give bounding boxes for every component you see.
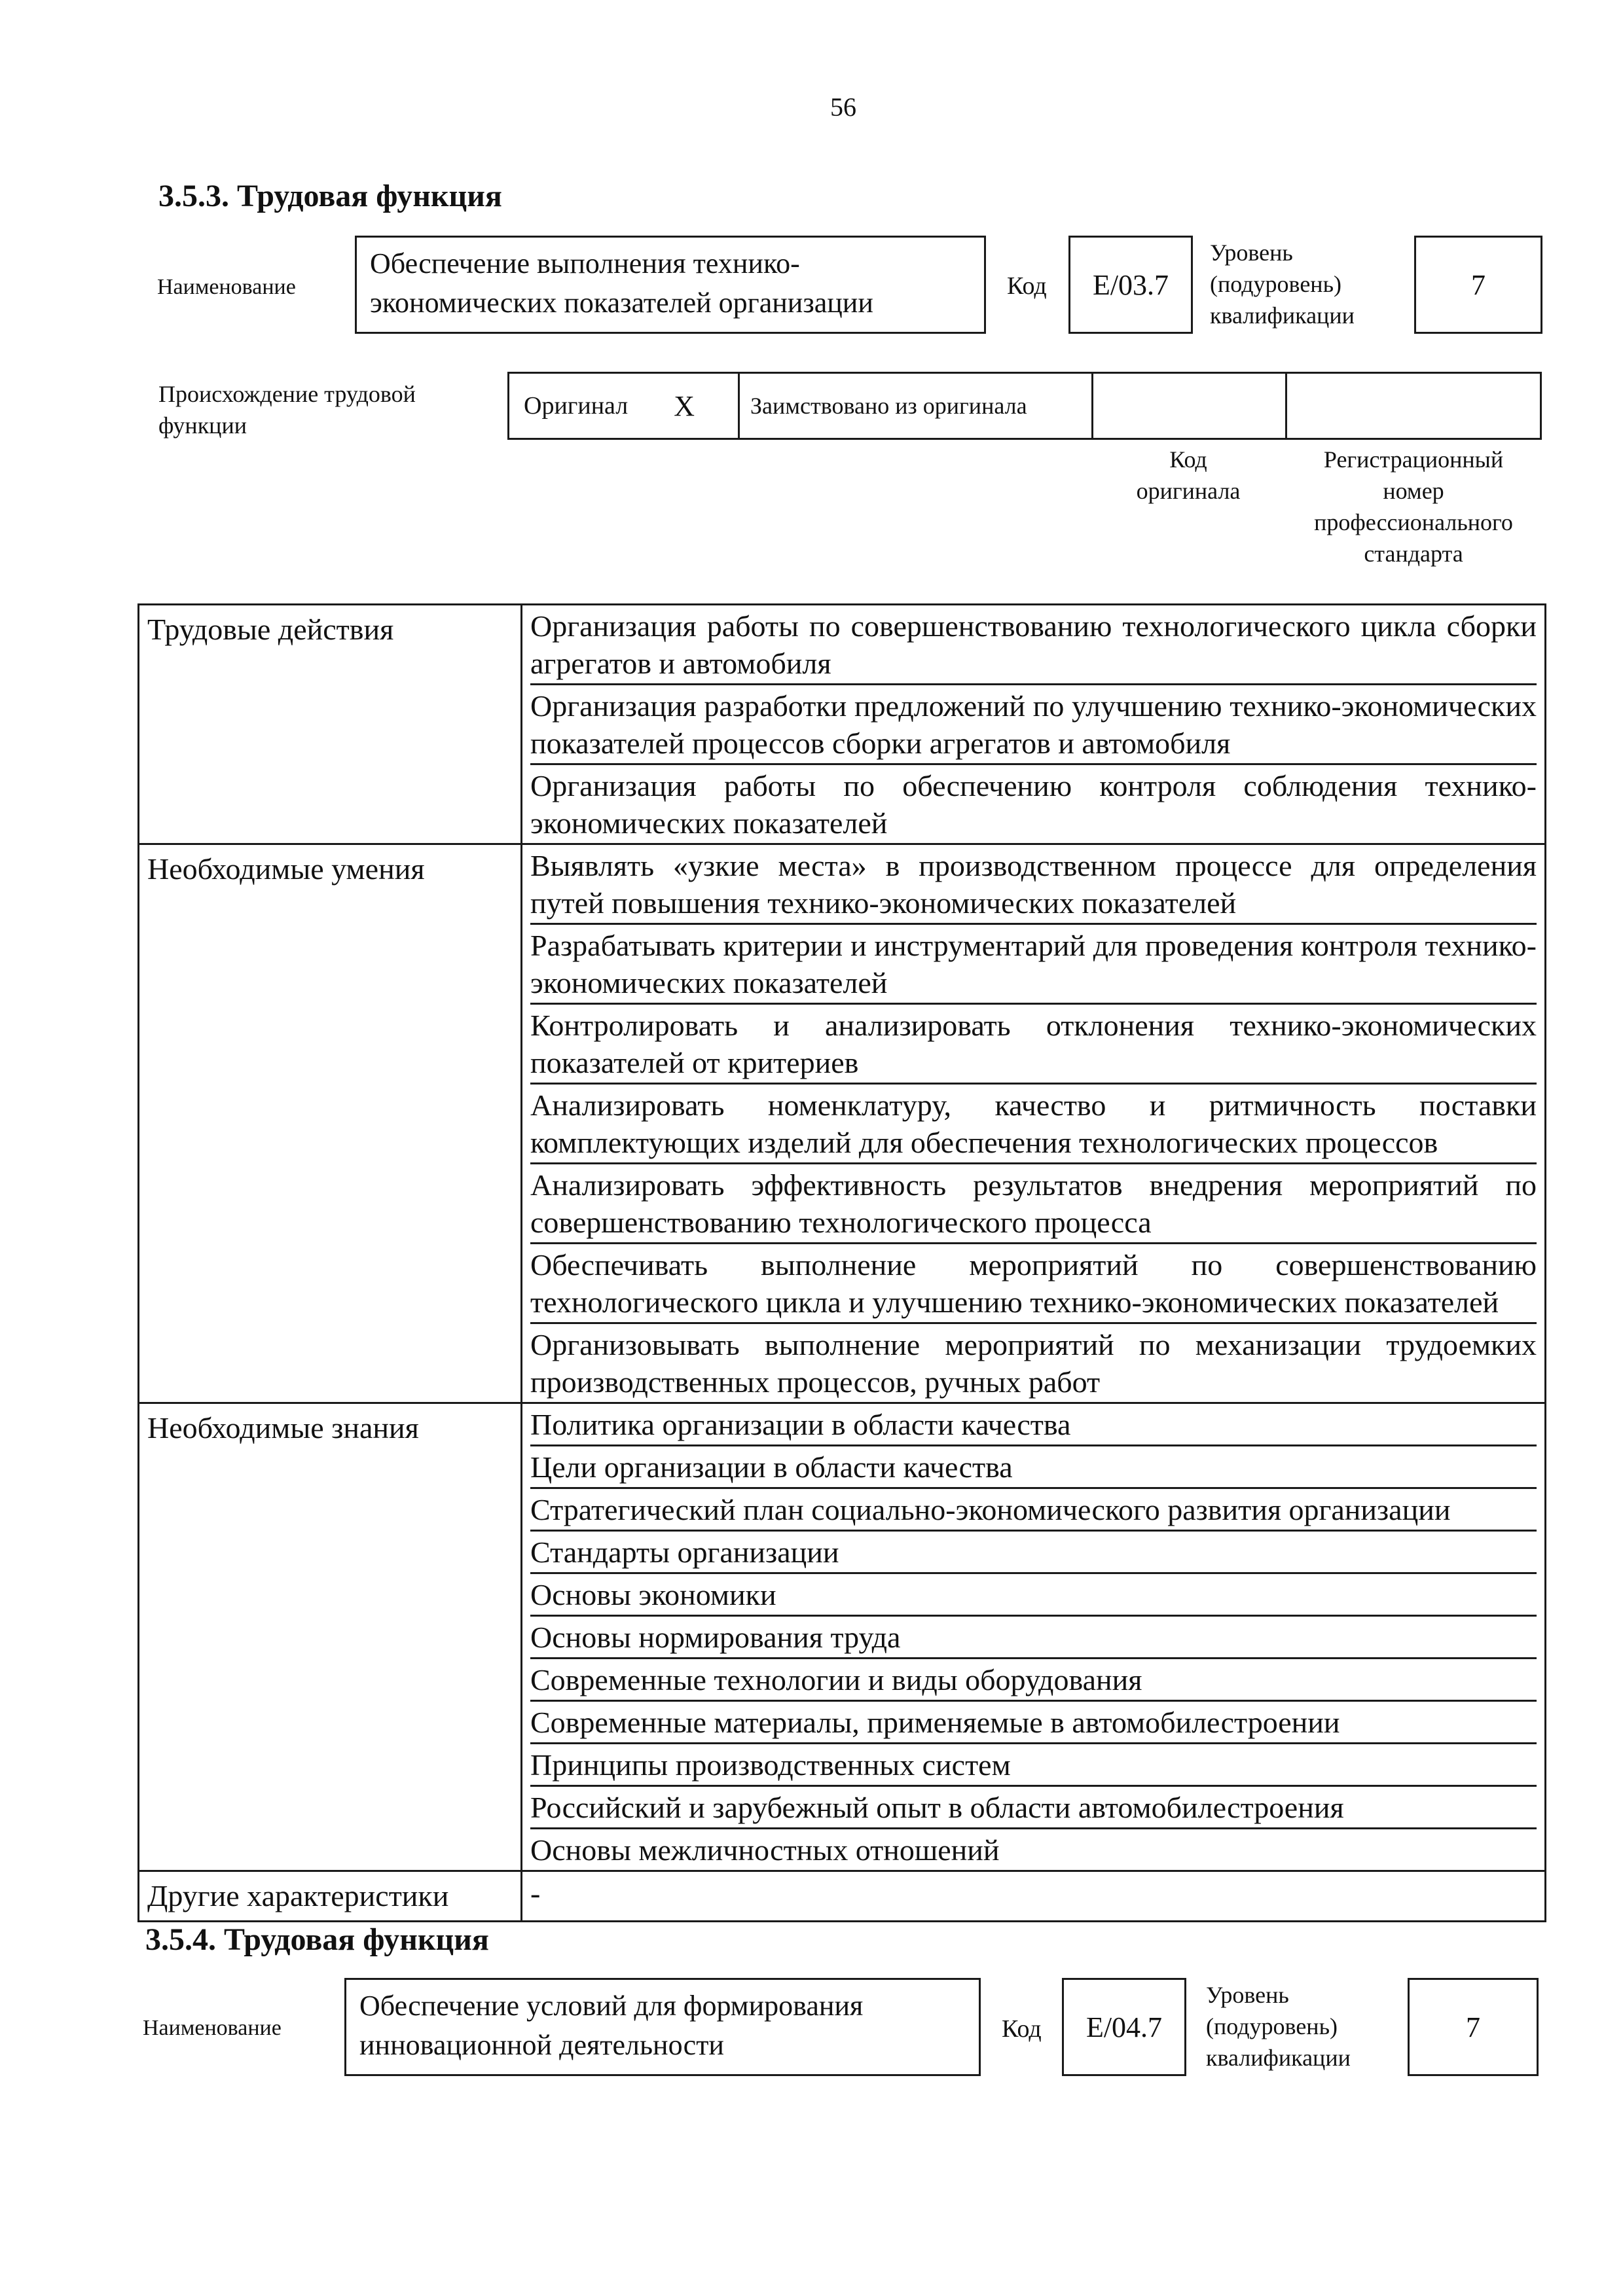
level-label-line: Уровень: [1206, 1982, 1289, 2008]
level-label-line: (подуровень): [1210, 271, 1341, 297]
origin-table: [507, 372, 1542, 440]
caption-line: Код: [1169, 446, 1207, 473]
knowledge-row: [139, 1403, 1546, 1871]
knowledge-item: Российский и зарубежный опыт в области автомобилестроения: [530, 1787, 1537, 1829]
level-label: [1206, 1979, 1351, 2073]
skills-cell: [522, 844, 1546, 1403]
skill-item: Контролировать и анализировать отклонения технико-экономических показателей от критериев: [530, 1005, 1537, 1085]
level-value-box: [1414, 236, 1542, 334]
knowledge-cell: [522, 1403, 1546, 1871]
action-item: Организация разработки предложений по улучшению технико-экономических показателей процессов сборки агрегатов и автомобиля: [530, 685, 1537, 765]
code-value: E/04.7: [1085, 2011, 1163, 2043]
level-value: 7: [1471, 268, 1486, 301]
skill-item: Обеспечивать выполнение мероприятий по совершенствованию технологического цикла и улучшению технико-экономических показателей: [530, 1244, 1537, 1324]
knowledge-item: Основы нормирования труда: [530, 1617, 1537, 1659]
knowledge-item: Стандарты организации: [530, 1532, 1537, 1574]
origin-label-line: Происхождение трудовой: [158, 381, 416, 407]
caption-line: стандарта: [1364, 541, 1463, 567]
page-number: 56: [830, 92, 856, 122]
actions-label: Трудовые действия: [139, 605, 522, 844]
level-value: 7: [1466, 2011, 1480, 2043]
knowledge-item: Современные технологии и виды оборудования: [530, 1659, 1537, 1702]
name-value-line: Обеспечение условий для формирования: [359, 1990, 864, 2022]
knowledge-item: Цели организации в области качества: [530, 1446, 1537, 1489]
knowledge-item: Стратегический план социально-экономического развития организации: [530, 1489, 1537, 1532]
reg-number-caption: [1285, 444, 1542, 569]
origin-label: [158, 378, 416, 441]
actions-cell: [522, 605, 1546, 844]
code-value-box: [1062, 1978, 1186, 2076]
borrowed-cell: [740, 374, 1093, 438]
level-value-box: [1408, 1978, 1539, 2076]
code-original-cell: [1093, 374, 1287, 438]
name-label: Наименование: [157, 275, 296, 299]
level-label-line: Уровень: [1210, 240, 1293, 266]
original-cell: [509, 374, 740, 438]
knowledge-item: Политика организации в области качества: [530, 1404, 1537, 1446]
knowledge-item: Принципы производственных систем: [530, 1744, 1537, 1787]
skills-row: [139, 844, 1546, 1403]
level-label-line: квалификации: [1210, 302, 1355, 329]
original-label: Оригинал: [524, 392, 629, 420]
section-heading: 3.5.4. Трудовая функция: [145, 1922, 489, 1957]
action-item: Организация работы по обеспечению контроля соблюдения технико-экономических показателей: [530, 769, 1537, 840]
name-value-line: инновационной деятельности: [359, 2029, 724, 2061]
other-value: -: [522, 1871, 1546, 1922]
level-label-line: квалификации: [1206, 2045, 1351, 2071]
actions-row: [139, 605, 1546, 844]
caption-line: Регистрационный: [1323, 446, 1504, 473]
caption-line: оригинала: [1136, 478, 1241, 504]
code-label: Код: [1002, 2015, 1042, 2043]
other-label: Другие характеристики: [139, 1871, 522, 1922]
name-value-box: [344, 1978, 981, 2076]
name-value-line: экономических показателей организации: [370, 287, 873, 319]
borrowed-label: Заимствовано из оригинала: [750, 393, 1027, 419]
knowledge-label: Необходимые знания: [139, 1403, 522, 1871]
skill-item: Анализировать эффективность результатов внедрения мероприятий по совершенствованию технологического процесса: [530, 1164, 1537, 1244]
knowledge-item: Основы экономики: [530, 1574, 1537, 1617]
name-value-line: Обеспечение выполнения технико-: [370, 247, 800, 279]
name-value-box: [355, 236, 986, 334]
knowledge-item: Основы межличностных отношений: [530, 1833, 1000, 1867]
code-label: Код: [1007, 272, 1047, 300]
knowledge-item: Современные материалы, применяемые в автомобилестроении: [530, 1702, 1537, 1744]
caption-line: номер: [1383, 478, 1444, 504]
skill-item: Выявлять «узкие места» в производственном процессе для определения путей повышения технико-экономических показателей: [530, 845, 1537, 925]
labor-function-table: [137, 603, 1546, 1922]
action-item: Организация работы по совершенствованию технологического цикла сборки агрегатов и автомобиля: [530, 605, 1537, 685]
code-value: E/03.7: [1092, 268, 1169, 301]
caption-line: профессионального: [1314, 509, 1513, 535]
section-heading: 3.5.3. Трудовая функция: [158, 179, 502, 213]
original-mark: X: [674, 389, 695, 422]
level-label: [1210, 237, 1355, 331]
reg-number-cell: [1287, 374, 1540, 438]
other-row: [139, 1871, 1546, 1922]
skill-item: Анализировать номенклатуру, качество и ритмичность поставки комплектующих изделий для обеспечения технологических процессов: [530, 1085, 1537, 1164]
skill-item: Организовывать выполнение мероприятий по механизации трудоемких производственных процессов, ручных работ: [530, 1328, 1537, 1399]
level-label-line: (подуровень): [1206, 2013, 1338, 2039]
skills-label: Необходимые умения: [139, 844, 522, 1403]
code-value-box: [1068, 236, 1193, 334]
skill-item: Разрабатывать критерии и инструментарий для проведения контроля технико-экономических показателей: [530, 925, 1537, 1005]
code-original-caption: [1091, 444, 1285, 507]
origin-label-line: функции: [158, 412, 247, 439]
name-label: Наименование: [143, 2016, 282, 2040]
